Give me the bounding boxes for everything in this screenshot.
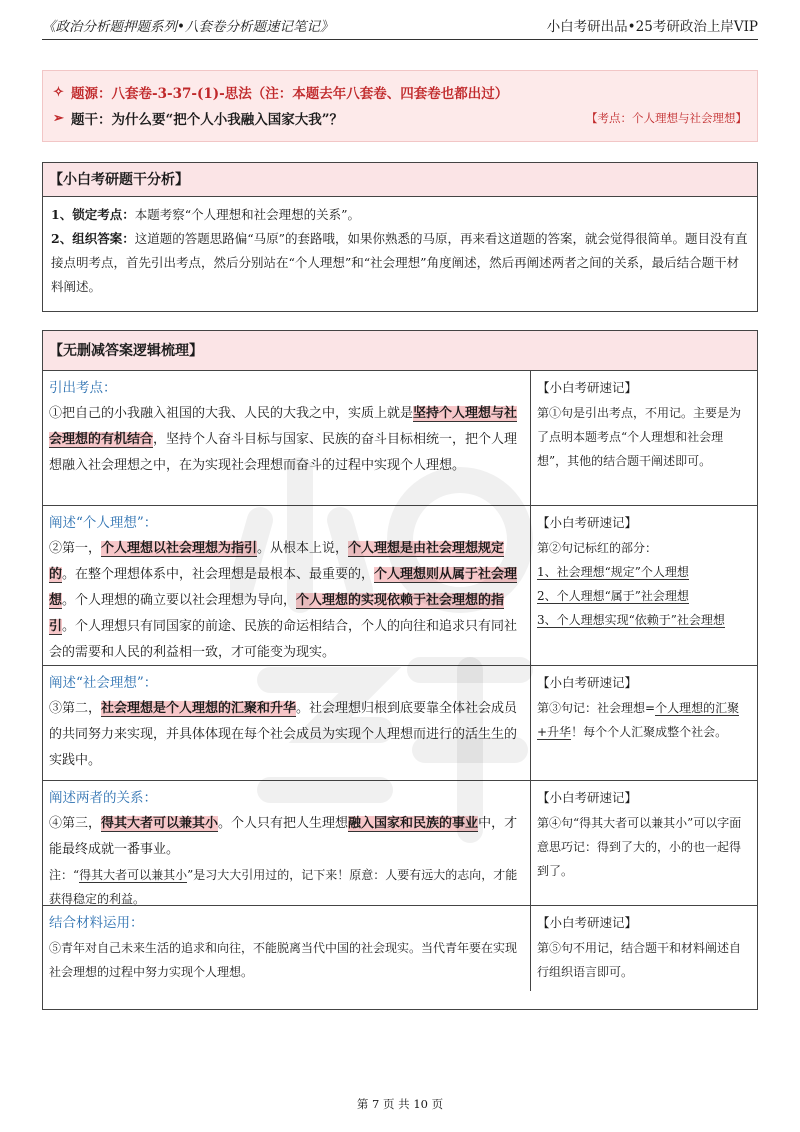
logic-row-personal-ideal	[43, 506, 757, 666]
text-segment: 。个人只有把人生理想	[218, 816, 349, 831]
text-segment: 。个人理想只有同国家的前途、民族的命运相结合，个人的向往和追求只有同社会的需要和人民的利益相一致，才可能变为现实。	[49, 619, 518, 660]
row-paragraph	[49, 811, 524, 863]
underline-segment: 得其大者可以兼其小	[79, 868, 188, 882]
stem-label: 题干：	[71, 112, 112, 128]
row-main	[43, 666, 531, 780]
note-text	[537, 696, 751, 744]
logic-row-intro	[43, 371, 757, 506]
row-main	[43, 781, 531, 905]
underline-segment: 个人理想的汇聚+升华	[537, 701, 740, 739]
arrow-bullet-icon: ➢	[53, 110, 64, 126]
row-note	[531, 781, 757, 905]
note-title: 【小白考研速记】	[537, 380, 638, 395]
highlight-segment: 个人理想的实现依赖于社会理想的指引	[49, 593, 505, 634]
source-line	[53, 79, 747, 105]
note-title: 【小白考研速记】	[537, 515, 638, 530]
row-label: 阐述“社会理想”：	[49, 675, 158, 691]
note-text: 第④句“得其大者可以兼其小”可以字面意思巧记：得到了大的，小的也一起得到了。	[537, 816, 742, 878]
source-label: 题源：	[71, 86, 112, 102]
logic-row-social-ideal	[43, 666, 757, 781]
row-note	[531, 906, 757, 991]
text-segment: 注：“	[49, 868, 80, 882]
analysis-point-2	[51, 227, 749, 299]
topic-tag: 【考点：个人理想与社会理想】	[586, 111, 747, 125]
row-label: 引出考点：	[49, 380, 117, 396]
text-segment: 。社会理想归根到底要靠全体社会成员的共同努力来实现，并具体体现在每个社会成员为实现个人理想而进行的活生生的实践中。	[49, 701, 518, 768]
text-segment: 。从根本上说，	[257, 541, 349, 556]
analysis-point-2-label: 2、组织答案：	[51, 231, 135, 246]
stem-line	[53, 105, 747, 131]
highlight-segment: 个人理想是由社会理想规定的	[49, 541, 505, 582]
analysis-title: 【小白考研题干分析】	[43, 163, 757, 197]
note-text: 第①句是引出考点，不用记。主要是为了点明本题考点“个人理想和社会理想”，其他的结合题干阐述即可。	[537, 406, 742, 468]
note-item-text: 1、社会理想“规定”个人理想	[537, 565, 689, 579]
logic-row-application	[43, 906, 757, 991]
text-segment: 。个人理想的确立要以社会理想为导向，	[62, 593, 297, 608]
row-paragraph	[49, 401, 524, 479]
logic-title: 【无删减答案逻辑梳理】	[43, 331, 757, 371]
analysis-body	[43, 197, 757, 305]
highlight-segment: 坚持个人理想与社会理想的有机结合	[49, 406, 518, 447]
text-segment: ②第一，	[49, 541, 102, 556]
row-label: 阐述两者的关系：	[49, 790, 157, 806]
row-note	[531, 506, 757, 665]
stem-analysis-box	[42, 162, 758, 312]
row-annotation	[49, 863, 524, 911]
diamond-bullet-icon: ✧	[53, 84, 64, 100]
source-text: 八套卷-3-37-(1)-思法（注：本题去年八套卷、四套卷也都出过）	[111, 86, 509, 102]
note-item	[537, 560, 751, 584]
row-note	[531, 371, 757, 505]
text-segment: ，坚持个人奋斗目标与国家、民族的奋斗目标相统一，把个人理想融入社会理想之中，在为实现社会理想而奋斗的过程中实现个人理想。	[49, 432, 518, 473]
row-paragraph	[49, 536, 524, 666]
row-note	[531, 666, 757, 780]
text-segment: 第③句记：社会理想=	[537, 701, 656, 715]
row-label: 结合材料运用：	[49, 915, 144, 931]
text-segment: ③第二，	[49, 701, 102, 716]
note-title: 【小白考研速记】	[537, 675, 638, 690]
header-brand: 小白考研出品•25考研政治上岸VIP	[546, 19, 758, 35]
note-item-text: 2、个人理想“属于”社会理想	[537, 589, 689, 603]
highlight-segment: 得其大者可以兼其小	[101, 816, 219, 831]
note-item-text: 3、个人理想实现“依赖于”社会理想	[537, 613, 725, 627]
row-paragraph	[49, 696, 524, 774]
text-segment: 中，才能最终成就一番事业。	[49, 816, 518, 857]
note-item	[537, 584, 751, 608]
highlight-segment: 融入国家和民族的事业	[348, 816, 479, 831]
highlight-segment: 社会理想是个人理想的汇聚和升华	[101, 701, 297, 716]
header-series-title: 《政治分析题押题系列•八套卷分析题速记笔记》	[42, 19, 334, 35]
note-text: 第②句记标红的部分：	[537, 541, 658, 555]
text-segment: 。在整个理想体系中，社会理想是最根本、最重要的，	[62, 567, 375, 582]
page-footer: 第 7 页 共 10 页	[356, 1097, 444, 1111]
text-segment: ”是习大大引用过的，记下来！原意：人要有远大的志向，才能获得稳定的利益。	[49, 868, 518, 906]
answer-logic-table	[42, 330, 758, 1010]
text-segment: ①把自己的小我融入祖国的大我、人民的大我之中，实质上就是	[49, 406, 414, 421]
note-item	[537, 608, 751, 632]
text-segment: ！每个个人汇聚成整个社会。	[571, 725, 728, 739]
analysis-point-2-text: 这道题的答题思路偏“马原”的套路哦，如果你熟悉的马原，再来看这道题的答案，就会觉得很简单。题目没有直接点明考点，首先引出考点，然后分别站在“个人理想”和“社会理想”角度阐述，然后再阐述两者之间的关系，最后结合题干材料阐述。	[51, 231, 748, 294]
text-segment: ④第三，	[49, 816, 102, 831]
analysis-point-1	[51, 203, 749, 227]
row-main	[43, 371, 531, 505]
analysis-point-1-text: 本题考察“个人理想和社会理想的关系”。	[134, 207, 360, 222]
row-label: 阐述“个人理想”：	[49, 515, 158, 531]
question-source-box	[42, 70, 758, 142]
highlight-segment: 个人理想则从属于社会理想	[49, 567, 518, 608]
page-header	[42, 10, 758, 40]
analysis-point-1-label: 1、锁定考点：	[51, 207, 135, 222]
note-text: 第⑤句不用记，结合题干和材料阐述自行组织语言即可。	[537, 941, 742, 979]
note-title: 【小白考研速记】	[537, 915, 638, 930]
stem-text: 为什么要“把个人小我融入国家大我”？	[111, 112, 344, 128]
row-main	[43, 506, 531, 665]
highlight-segment: 个人理想以社会理想为指引	[101, 541, 258, 556]
row-main	[43, 906, 531, 991]
logic-row-relation	[43, 781, 757, 906]
note-title: 【小白考研速记】	[537, 790, 638, 805]
row-paragraph: ⑤青年对自己未来生活的追求和向往，不能脱离当代中国的社会现实。当代青年要在实现社会理想的过程中努力实现个人理想。	[49, 941, 518, 979]
